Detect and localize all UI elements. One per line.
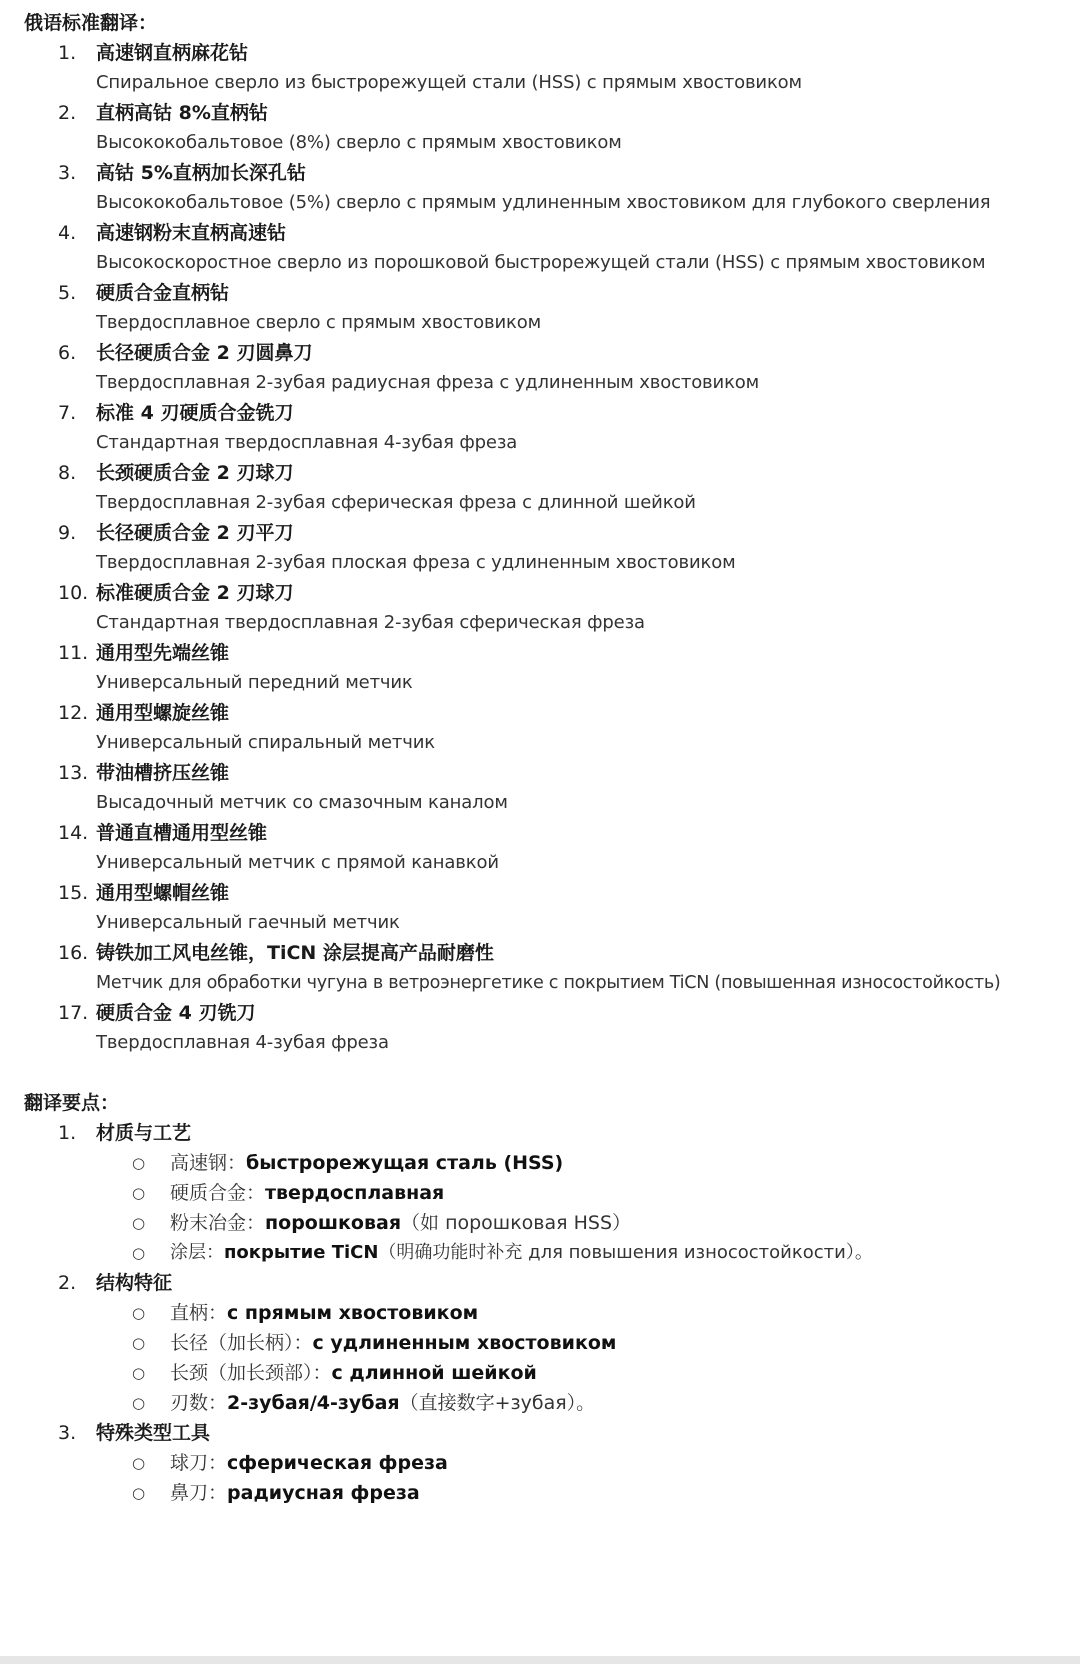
term-russian: с удлиненным хвостовиком [312,1332,617,1354]
group-title: 特殊类型工具 [96,1422,211,1444]
term-russian: порошковая [265,1212,402,1234]
term-label: 刃数： [170,1392,228,1414]
key-point-item [170,1150,563,1176]
item-russian-translation: Высококобальтовое (8%) сверло с прямым хвостовиком [96,132,622,153]
section-heading-key-points: 翻译要点： [24,1092,120,1114]
term-label: 鼻刀： [170,1482,228,1504]
item-chinese-term: 通用型先端丝锥 [96,642,230,664]
item-chinese-term: 高速钢粉末直柄高速钻 [96,222,287,244]
item-russian-translation: Метчик для обработки чугуна в ветроэнергетике с покрытием TiCN (повышенная износостойкость) [96,973,1001,993]
list-number: 14. [58,822,89,844]
item-russian-translation: Высококобальтовое (5%) сверло с прямым удлиненным хвостовиком для глубокого сверления [96,192,991,213]
term-label: 高速钢： [170,1152,247,1174]
key-point-item [170,1360,537,1386]
item-chinese-term: 标准 4 刃硬质合金铣刀 [96,402,294,424]
item-chinese-term: 高速钢直柄麻花钻 [96,42,249,64]
term-russian: твердосплавная [265,1182,445,1204]
bullet-icon: ○ [132,1304,146,1322]
item-russian-translation: Спиральное сверло из быстрорежущей стали (HSS) с прямым хвостовиком [96,72,802,93]
item-russian-translation: Универсальный спиральный метчик [96,732,436,753]
term-russian: сферическая фреза [227,1452,448,1474]
item-chinese-term: 直柄高钴 8%直柄钻 [96,102,268,124]
group-title: 材质与工艺 [96,1122,192,1144]
list-number: 2. [58,102,77,124]
item-russian-translation: Стандартная твердосплавная 4-зубая фреза [96,432,518,453]
term-russian: радиусная фреза [227,1482,420,1504]
list-number: 9. [58,522,77,544]
item-chinese-term: 高钴 5%直柄加长深孔钻 [96,162,306,184]
bullet-icon: ○ [132,1154,146,1172]
group-title: 结构特征 [96,1272,173,1294]
bullet-icon: ○ [132,1364,146,1382]
key-point-item [170,1390,595,1416]
bullet-icon: ○ [132,1244,146,1262]
item-russian-translation: Высокоскоростное сверло из порошковой быстрорежущей стали (HSS) с прямым хвостовиком [96,252,986,273]
item-chinese-term: 长径硬质合金 2 刃平刀 [96,522,294,544]
item-chinese-term: 通用型螺旋丝锥 [96,702,230,724]
list-number: 3. [58,1422,77,1444]
term-label: 球刀： [170,1452,228,1474]
bullet-icon: ○ [132,1214,146,1232]
list-number: 16. [58,942,89,964]
list-number: 10. [58,582,89,604]
term-russian: 2-зубая/4-зубая [227,1392,400,1414]
key-point-item [170,1210,631,1236]
item-chinese-term: 铸铁加工风电丝锥，TiCN 涂层提高产品耐磨性 [96,942,494,964]
bullet-icon: ○ [132,1454,146,1472]
list-number: 3. [58,162,77,184]
list-number: 1. [58,42,77,64]
list-number: 8. [58,462,77,484]
term-russian: быстрорежущая сталь (HSS) [246,1152,564,1174]
item-russian-translation: Твердосплавная 2-зубая сферическая фреза с длинной шейкой [96,492,696,513]
list-number: 4. [58,222,77,244]
term-note: （明确功能时补充 для повышения износостойкости）。 [378,1242,873,1263]
key-point-item [170,1180,444,1206]
term-label: 长径（加长柄）： [170,1332,313,1354]
item-russian-translation: Универсальный гаечный метчик [96,912,400,933]
item-russian-translation: Твердосплавная 2-зубая плоская фреза с удлиненным хвостовиком [96,552,736,573]
item-chinese-term: 硬质合金 4 刃铣刀 [96,1002,256,1024]
item-chinese-term: 普通直槽通用型丝锥 [96,822,268,844]
item-russian-translation: Твердосплавное сверло с прямым хвостовиком [96,312,542,333]
list-number: 1. [58,1122,77,1144]
item-chinese-term: 标准硬质合金 2 刃球刀 [96,582,294,604]
item-chinese-term: 长径硬质合金 2 刃圆鼻刀 [96,342,313,364]
term-label: 涂层： [170,1242,224,1263]
key-point-item [170,1240,873,1266]
list-number: 2. [58,1272,77,1294]
page-bottom-divider [0,1656,1080,1664]
item-chinese-term: 长颈硬质合金 2 刃球刀 [96,462,294,484]
list-number: 12. [58,702,89,724]
list-number: 17. [58,1002,89,1024]
item-russian-translation: Стандартная твердосплавная 2-зубая сферическая фреза [96,612,645,633]
term-russian: покрытие TiCN [224,1242,379,1263]
term-label: 直柄： [170,1302,228,1324]
term-note: （直接数字+зубая）。 [399,1392,596,1414]
bullet-icon: ○ [132,1184,146,1202]
item-russian-translation: Универсальный метчик с прямой канавкой [96,852,499,873]
item-russian-translation: Твердосплавная 2-зубая радиусная фреза с удлиненным хвостовиком [96,372,760,393]
term-russian: с длинной шейкой [331,1362,537,1384]
item-chinese-term: 通用型螺帽丝锥 [96,882,230,904]
list-number: 5. [58,282,77,304]
section-heading-translation: 俄语标准翻译： [24,12,158,34]
key-point-item [170,1300,478,1326]
term-label: 硬质合金： [170,1182,266,1204]
list-number: 7. [58,402,77,424]
key-point-item [170,1480,420,1506]
list-number: 15. [58,882,89,904]
item-chinese-term: 硬质合金直柄钻 [96,282,230,304]
bullet-icon: ○ [132,1394,146,1412]
item-russian-translation: Универсальный передний метчик [96,672,413,693]
list-number: 6. [58,342,77,364]
bullet-icon: ○ [132,1484,146,1502]
key-point-item [170,1330,616,1356]
term-label: 长颈（加长颈部）： [170,1362,332,1384]
item-russian-translation: Высадочный метчик со смазочным каналом [96,792,508,813]
bullet-icon: ○ [132,1334,146,1352]
term-russian: с прямым хвостовиком [227,1302,479,1324]
term-note: （如 порошковая HSS） [401,1212,632,1234]
term-label: 粉末冶金： [170,1212,266,1234]
item-russian-translation: Твердосплавная 4-зубая фреза [96,1032,389,1053]
key-point-item [170,1450,448,1476]
item-chinese-term: 带油槽挤压丝锥 [96,762,230,784]
list-number: 13. [58,762,89,784]
list-number: 11. [58,642,89,664]
